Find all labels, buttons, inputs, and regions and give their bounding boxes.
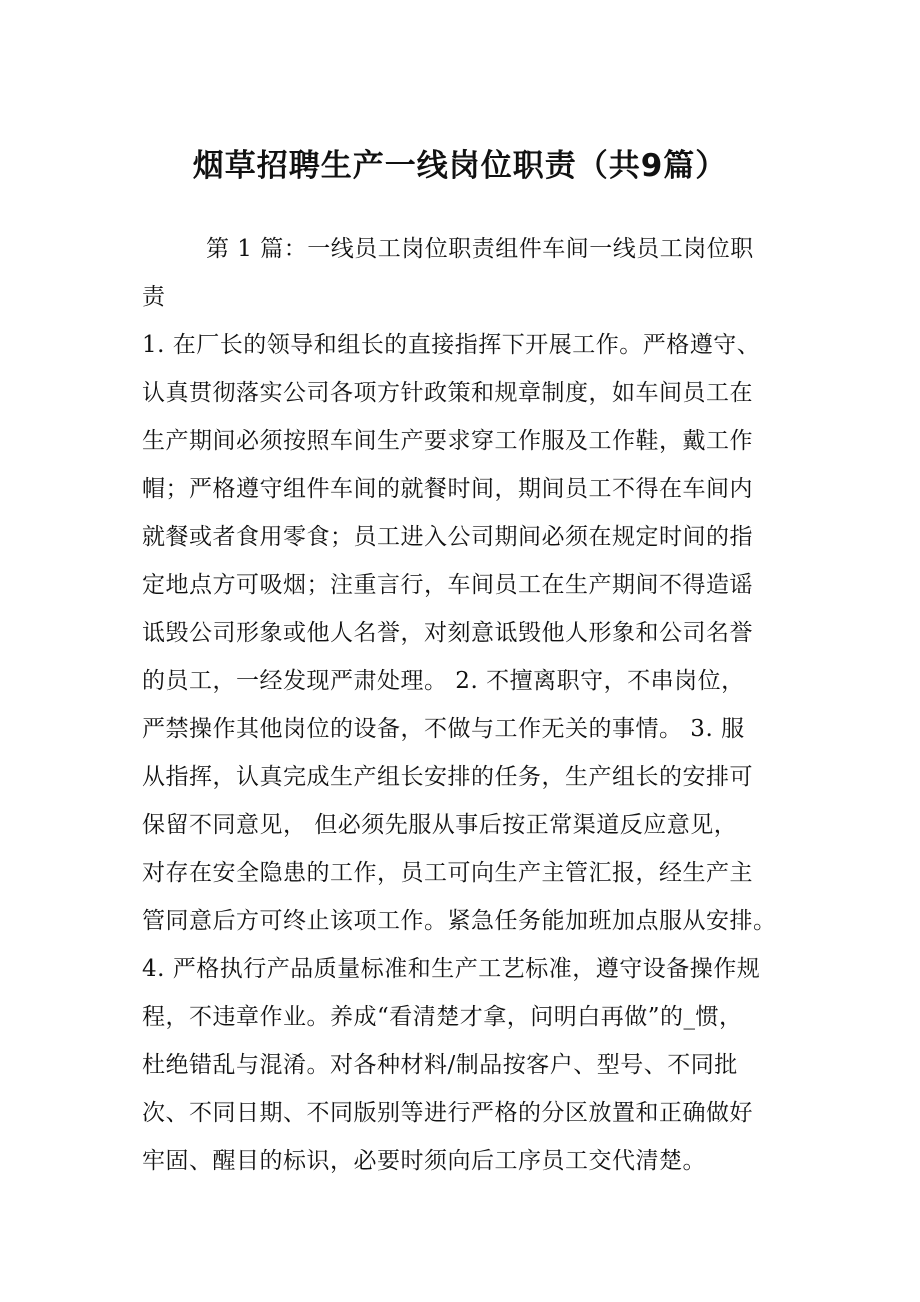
body-line: 次、不同日期、不同版别等进行严格的分区放置和正确做好 <box>142 1100 753 1126</box>
body-line: 牢固、醒目的标识，必要时须向后工序员工交代清楚。 <box>142 1148 706 1174</box>
body-line: 就餐或者食用零食；员工进入公司期间必须在规定时间的指 <box>142 524 753 550</box>
body-line: 管同意后方可终止该项工作。紧急任务能加班加点服从安排。 <box>142 908 777 934</box>
body-line: 4. 严格执行产品质量标准和生产工艺标准，遵守设备操作规 <box>142 956 761 982</box>
body-line: 严禁操作其他岗位的设备，不做与工作无关的事情。 3. 服 <box>142 716 745 742</box>
body-line: 定地点方可吸烟；注重言行，车间员工在生产期间不得造谣 <box>142 572 753 598</box>
body-line: 保留不同意见， 但必须先服从事后按正常渠道反应意见， <box>142 812 738 838</box>
body-line: 对存在安全隐患的工作，员工可向生产主管汇报，经生产主 <box>142 860 753 886</box>
body-line: 的员工，一经发现严肃处理。 2. 不擅离职守，不串岗位， <box>142 668 745 694</box>
body-line: 程，不违章作业。养成“看清楚才拿，问明白再做”的_惯， <box>142 1004 743 1030</box>
body-line: 责 <box>142 284 166 310</box>
body-line: 杜绝错乱与混淆。对各种材料/制品按客户、型号、不同批 <box>142 1052 738 1078</box>
body-line: 诋毁公司形象或他人名誉，对刻意诋毁他人形象和公司名誉 <box>142 620 753 646</box>
body-line: 生产期间必须按照车间生产要求穿工作服及工作鞋，戴工作 <box>142 428 753 454</box>
body-line: 帽；严格遵守组件车间的就餐时间，期间员工不得在车间内 <box>142 476 753 502</box>
document-body <box>142 225 790 1185</box>
body-line: 认真贯彻落实公司各项方针政策和规章制度，如车间员工在 <box>142 380 753 406</box>
body-line: 1. 在厂长的领导和组长的直接指挥下开展工作。严格遵守、 <box>142 332 761 358</box>
document-title: 烟草招聘生产一线岗位职责（共9篇） <box>192 148 728 184</box>
body-line: 从指挥，认真完成生产组长安排的任务，生产组长的安排可 <box>142 764 753 790</box>
body-line: 第 1 篇：一线员工岗位职责组件车间一线员工岗位职 <box>206 236 754 262</box>
